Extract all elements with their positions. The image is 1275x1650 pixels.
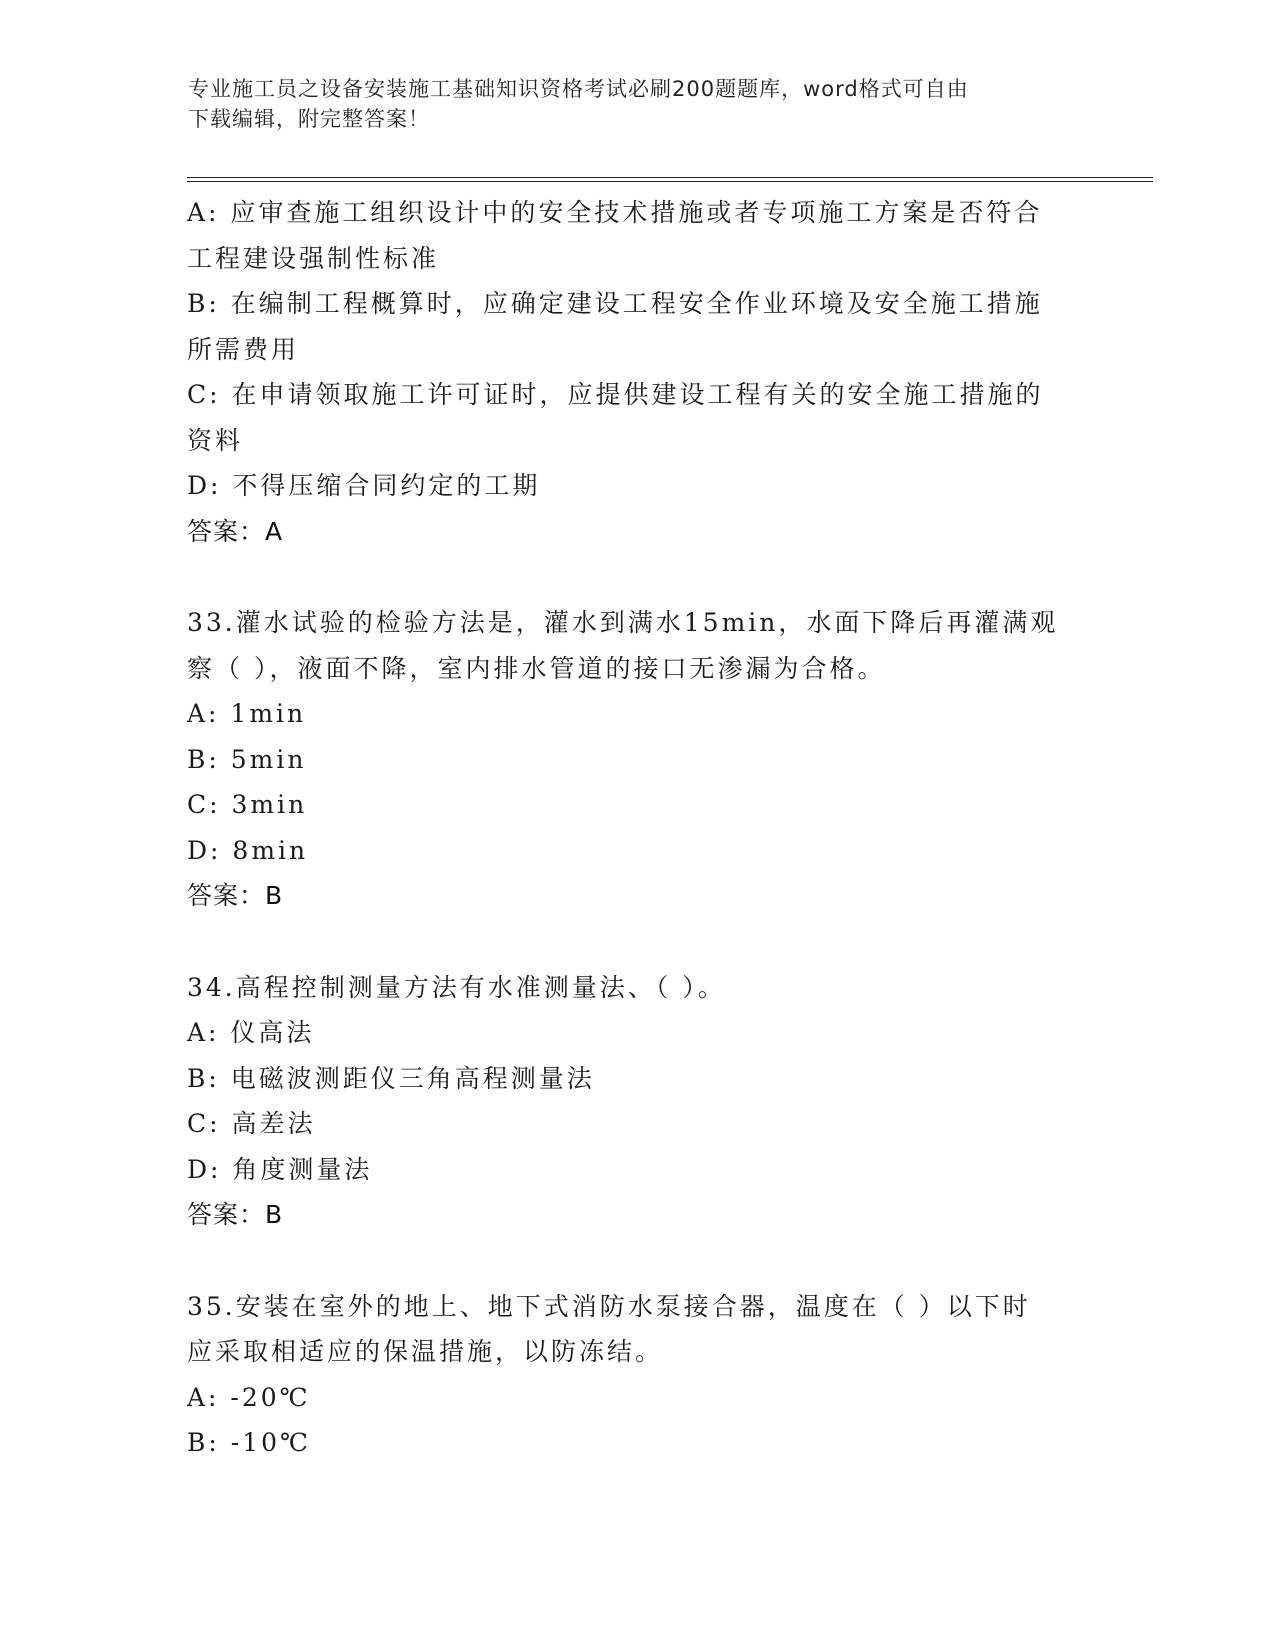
header-line-2: 下载编辑，附完整答案！	[188, 107, 430, 131]
question-list	[187, 190, 1087, 1466]
option-d: D: 8min	[187, 835, 309, 865]
question-32	[187, 190, 1087, 554]
question-spacer	[187, 1238, 1087, 1284]
question-stem: 35.安装在室外的地上、地下式消防水泵接合器，温度在（ ）以下时	[187, 1291, 1031, 1321]
option-a-continued: 工程建设强制性标准	[187, 243, 440, 273]
question-spacer	[187, 919, 1087, 965]
option-c: C: 3min	[187, 790, 308, 819]
option-c: C: 在申请领取施工许可证时，应提供建设工程有关的安全施工措施的	[187, 380, 1044, 409]
option-a: A: 应审查施工组织设计中的安全技术措施或者专项施工方案是否符合	[187, 198, 1043, 227]
question-stem-continued: 察（ ），液面不降，室内排水管道的接口无渗漏为合格。	[187, 653, 886, 683]
question-stem-continued: 应采取相适应的保温措施，以防冻结。	[187, 1337, 664, 1366]
question-stem: 33.灌水试验的检验方法是，灌水到满水15min，水面下降后再灌满观	[187, 608, 1059, 637]
option-b: B: 在编制工程概算时，应确定建设工程安全作业环境及安全施工措施	[187, 289, 1043, 318]
question-34	[187, 965, 1087, 1238]
question-33	[187, 600, 1087, 919]
question-stem: 34.高程控制测量方法有水准测量法、（ ）。	[187, 972, 726, 1002]
header-double-rule	[187, 177, 1153, 182]
option-a: A: -20℃	[187, 1382, 311, 1412]
option-a: A: 1min	[187, 699, 307, 728]
option-d: D: 角度测量法	[187, 1154, 373, 1184]
option-c: C: 高差法	[187, 1109, 316, 1138]
question-35	[187, 1284, 1087, 1466]
option-d: D: 不得压缩合同约定的工期	[187, 471, 541, 500]
option-b: B: 电磁波测距仪三角高程测量法	[187, 1063, 595, 1093]
answer-label: 答案：B	[187, 881, 284, 910]
question-spacer	[187, 554, 1087, 600]
option-b-continued: 所需费用	[187, 334, 300, 364]
document-header	[188, 74, 1068, 134]
answer-label: 答案：A	[187, 516, 284, 546]
header-line-1: 专业施工员之设备安装施工基础知识资格考试必刷200题题库，word格式可自由	[188, 77, 969, 101]
option-a: A: 仪高法	[187, 1018, 315, 1047]
answer-label: 答案：B	[187, 1200, 284, 1229]
option-b: B: -10℃	[187, 1428, 311, 1457]
option-b: B: 5min	[187, 744, 307, 774]
option-c-continued: 资料	[187, 425, 244, 455]
